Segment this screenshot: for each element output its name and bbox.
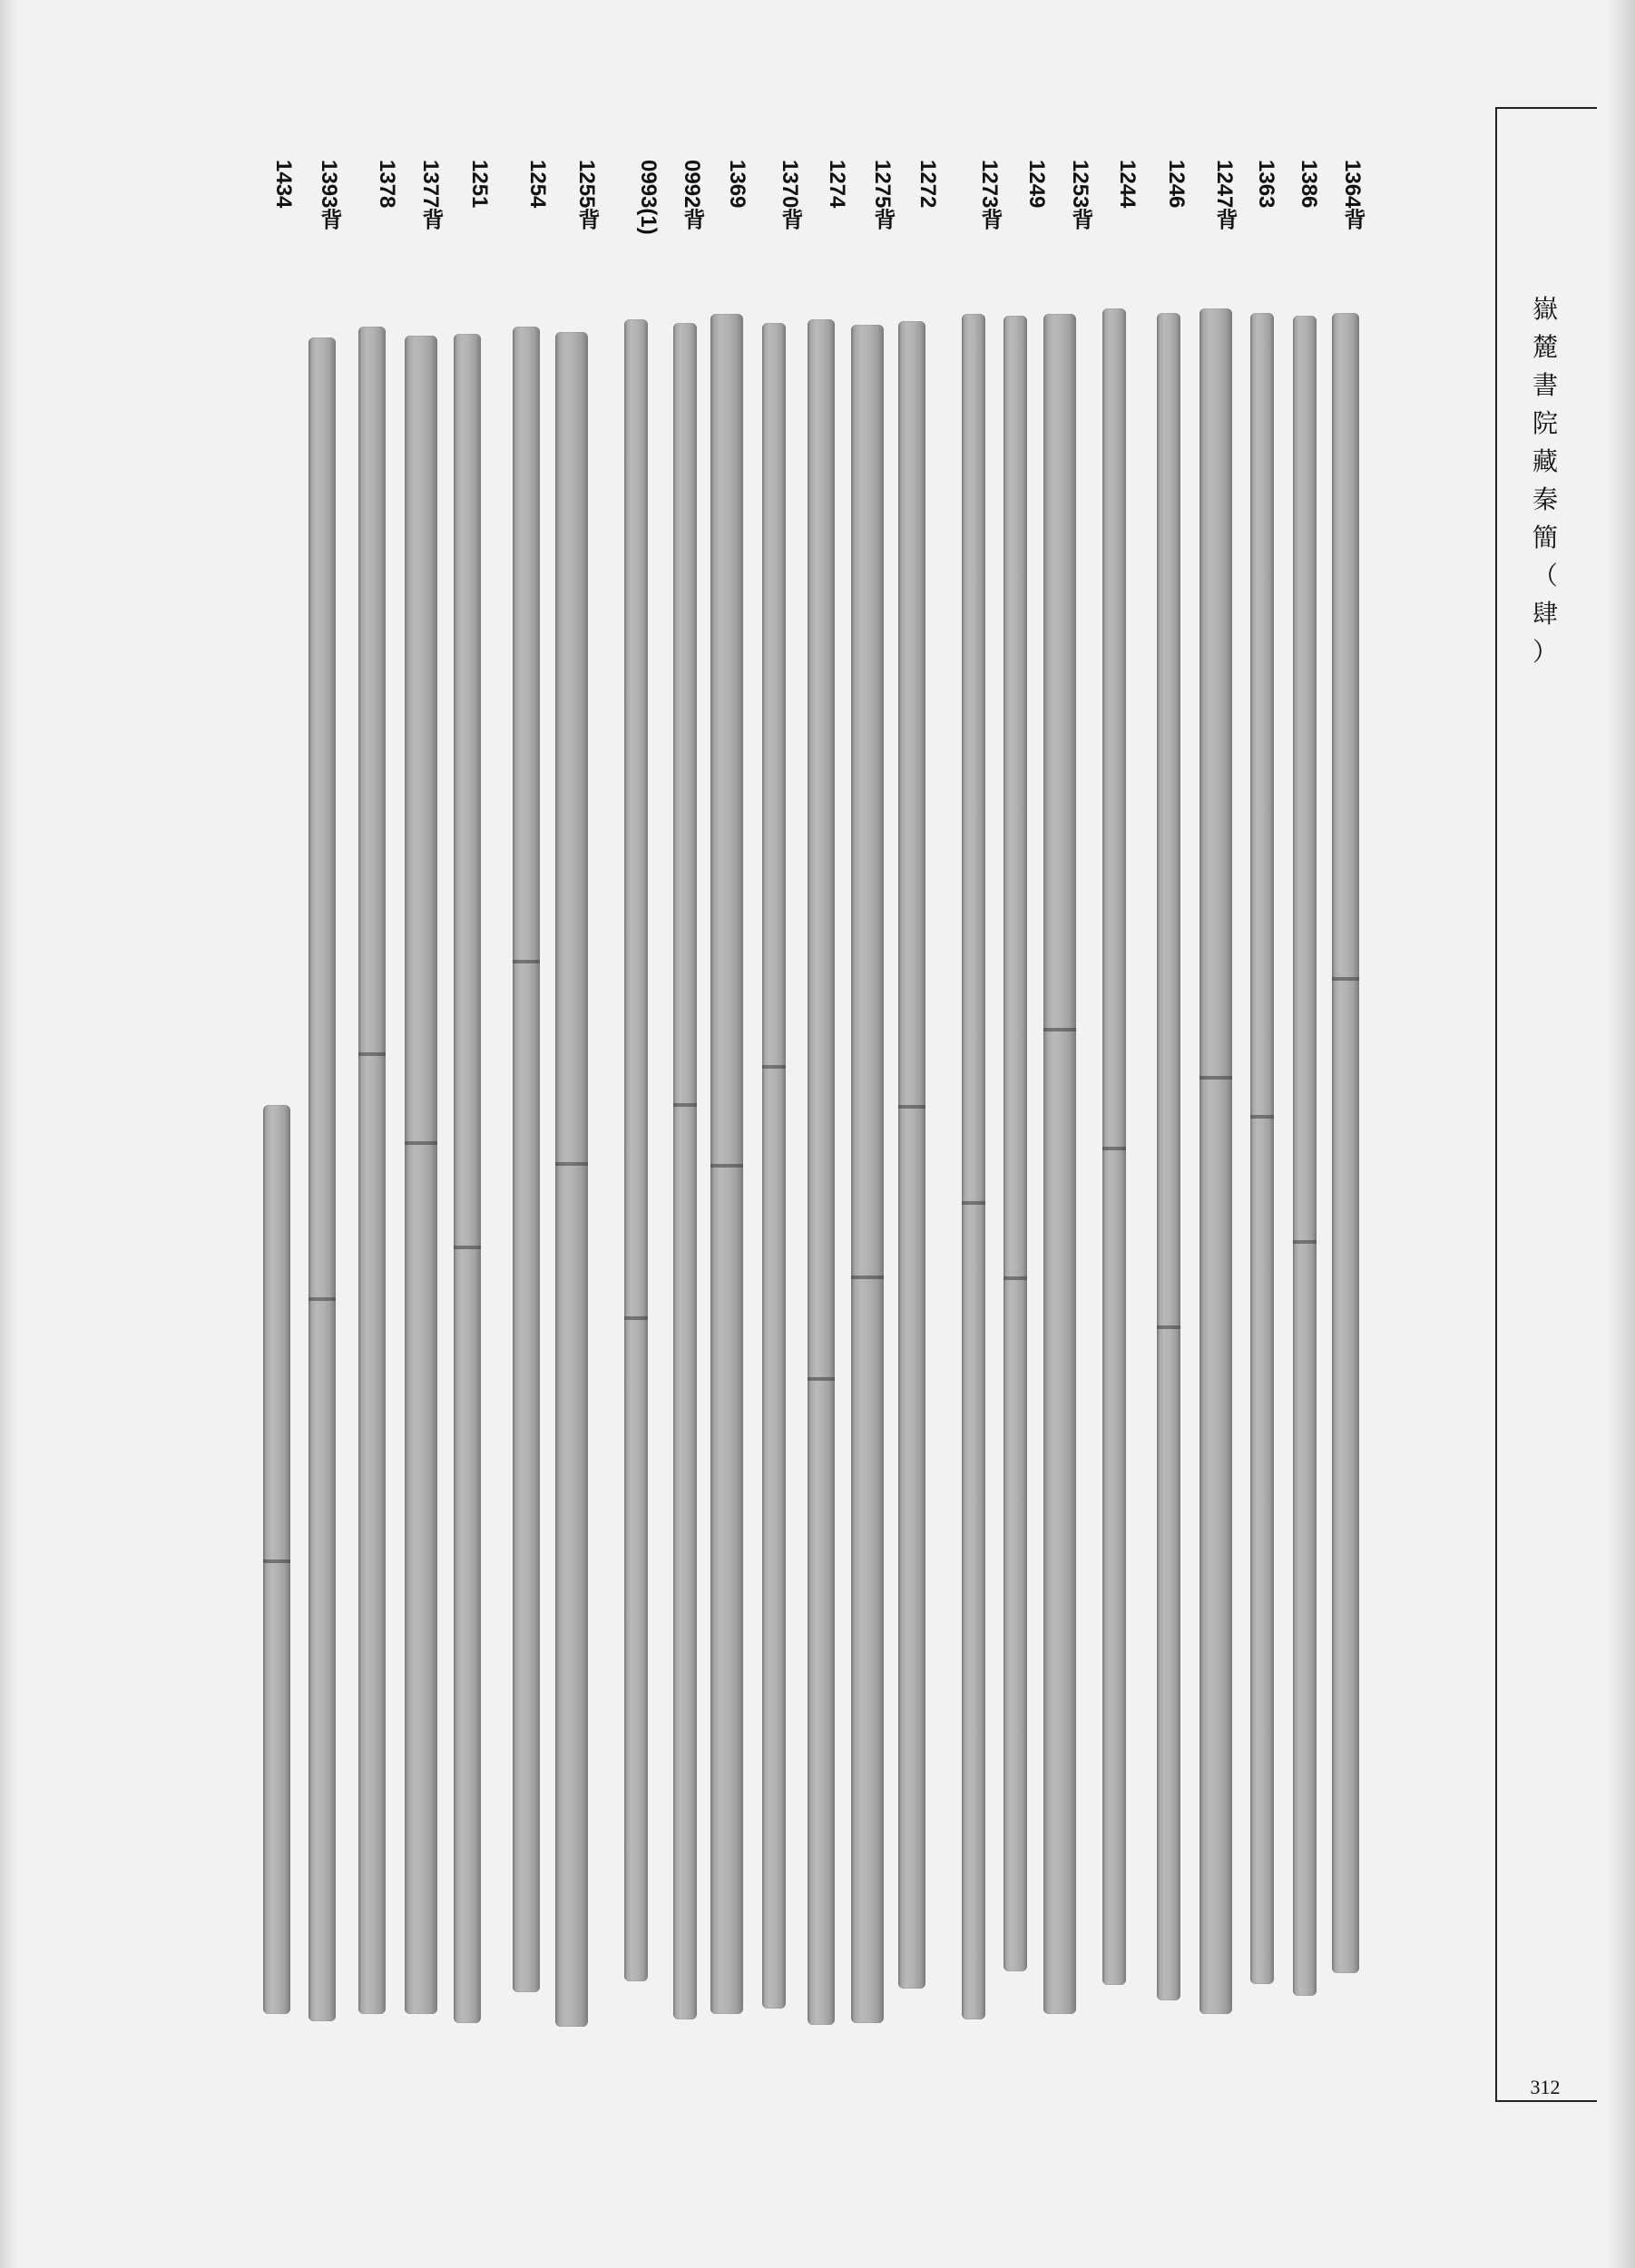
- bamboo-slip: [1043, 314, 1076, 2014]
- bamboo-slip: [1199, 308, 1232, 2014]
- bamboo-slip: [1157, 313, 1180, 2000]
- bamboo-slip: [1004, 316, 1027, 1971]
- slip-label: 1378: [375, 160, 399, 209]
- slip-label: 1363: [1254, 160, 1278, 209]
- bamboo-slip: [624, 319, 648, 1981]
- slip-label: 1370背: [778, 160, 802, 230]
- bamboo-slip: [358, 327, 386, 2014]
- bamboo-slip: [1102, 308, 1126, 1985]
- slip-label: 1275背: [870, 160, 895, 230]
- slip-label: 1273背: [977, 160, 1002, 230]
- slip-label: 1364背: [1340, 160, 1365, 230]
- slip-label: 1393背: [317, 160, 341, 230]
- bamboo-slip: [308, 337, 336, 2021]
- title-char: 書: [1532, 370, 1558, 400]
- slip-label: 1251: [467, 160, 492, 209]
- slip-label: 1247背: [1212, 160, 1237, 230]
- bamboo-slip: [962, 314, 985, 2019]
- bamboo-slip: [808, 319, 835, 2025]
- slip-label: 1434: [271, 160, 296, 209]
- bamboo-slip: [454, 334, 481, 2023]
- bamboo-slip: [405, 336, 437, 2014]
- page-number: 312: [1530, 2076, 1561, 2098]
- title-char: ）: [1532, 637, 1558, 667]
- bamboo-slip: [710, 314, 743, 2014]
- bamboo-slip: [851, 325, 884, 2023]
- slip-label: 1386: [1297, 160, 1321, 209]
- slip-label: 0993(1): [636, 160, 661, 235]
- title-char: 肆: [1532, 599, 1558, 629]
- slip-label: 1246: [1164, 160, 1189, 209]
- slip-label: 1253背: [1068, 160, 1092, 230]
- title-char: 藏: [1532, 446, 1558, 476]
- bamboo-slip: [1332, 313, 1359, 1973]
- title-char: 院: [1532, 408, 1558, 438]
- slip-label: 1249: [1024, 160, 1049, 209]
- slip-label: 1377背: [418, 160, 443, 230]
- bamboo-slip: [513, 327, 540, 1992]
- bamboo-slip: [555, 332, 588, 2027]
- title-char: 麓: [1532, 332, 1558, 362]
- bamboo-slip: [762, 323, 786, 2009]
- slip-label: 1272: [915, 160, 940, 209]
- slip-label: 1369: [725, 160, 749, 209]
- title-char: 簡: [1532, 523, 1558, 552]
- slip-label: 1274: [825, 160, 849, 209]
- title-char: （: [1532, 561, 1558, 591]
- bamboo-slip: [673, 323, 697, 2019]
- title-char: 嶽: [1532, 294, 1558, 324]
- bamboo-slip: [1293, 316, 1317, 1996]
- slip-label: 1244: [1115, 160, 1140, 209]
- bamboo-slip: [263, 1105, 290, 2014]
- slip-label: 1255背: [574, 160, 599, 230]
- slip-label: 1254: [525, 160, 550, 209]
- title-char: 秦: [1532, 484, 1558, 514]
- bamboo-slip: [898, 321, 925, 1989]
- slip-label: 0992背: [680, 160, 704, 230]
- bamboo-slip: [1250, 313, 1274, 1984]
